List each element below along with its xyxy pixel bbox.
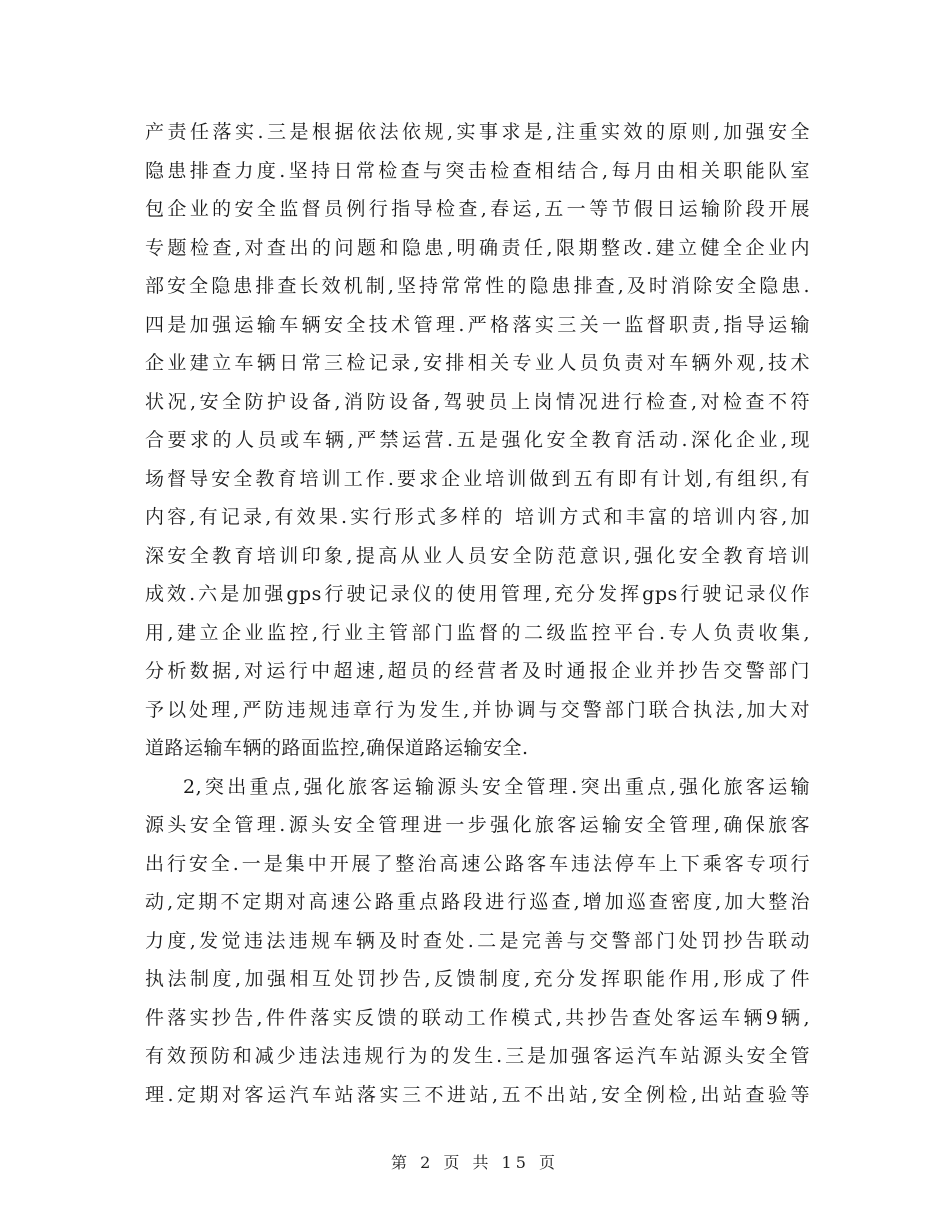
text-line: 企业建立车辆日常三检记录,安排相关专业人员负责对车辆外观,技术 [145,352,810,374]
text-line: 件落实抄告,件件落实反馈的联动工作模式,共抄告查处客运车辆9辆, [145,1006,810,1029]
document-body [145,113,810,1114]
text-line: 2,突出重点,强化旅客运输源头安全管理.突出重点,强化旅客运输 [183,775,810,798]
text-line: 理.定期对客运汽车站落实三不进站,五不出站,安全例检,出站查验等 [145,1083,810,1106]
text-line: 分析数据,对运行中超速,超员的经营者及时通报企业并抄告交警部门 [145,660,810,682]
text-line: 场督导安全教育培训工作.要求企业培训做到五有即有计划,有组织,有 [145,467,810,490]
text-line: 包企业的安全监督员例行指导检查,春运,五一等节假日运输阶段开展 [145,198,810,220]
text-line: 合要求的人员或车辆,严禁运营.五是强化安全教育活动.深化企业,现 [145,429,810,451]
text-line: 四是加强运输车辆安全技术管理.严格落实三关一监督职责,指导运输 [145,313,810,336]
text-line: 动,定期不定期对高速公路重点路段进行巡查,增加巡查密度,加大整治 [145,891,810,913]
text-line: 出行安全.一是集中开展了整治高速公路客车违法停车上下乘客专项行 [145,852,810,875]
text-line: 有效预防和减少违法违规行为的发生.三是加强客运汽车站源头安全管 [145,1045,810,1067]
text-line: 隐患排查力度.坚持日常检查与突击检查相结合,每月由相关职能队室 [145,159,810,182]
text-line: 成效.六是加强gps行驶记录仪的使用管理,充分发挥gps行驶记录仪作 [145,583,810,605]
text-line: 专题检查,对查出的问题和隐患,明确责任,限期整改.建立健全企业内 [145,236,810,259]
text-line: 用,建立企业监控,行业主管部门监督的二级监控平台.专人负责收集, [145,621,810,644]
text-line: 执法制度,加强相互处罚抄告,反馈制度,充分发挥职能作用,形成了件 [145,968,810,990]
text-line: 予以处理,严防违规违章行为发生,并协调与交警部门联合执法,加大对 [145,698,810,721]
text-line: 力度,发觉违法违规车辆及时查处.二是完善与交警部门处罚抄告联动 [145,929,810,952]
text-line: 内容,有记录,有效果.实行形式多样的 培训方式和丰富的培训内容,加 [145,506,810,528]
page-number-footer: 第 2 页 共 15 页 [391,1153,559,1172]
text-line: 源头安全管理.源头安全管理进一步强化旅客运输安全管理,确保旅客 [145,814,810,836]
text-line: 状况,安全防护设备,消防设备,驾驶员上岗情况进行检查,对检查不符 [145,390,810,413]
text-line: 产责任落实.三是根据依法依规,实事求是,注重实效的原则,加强安全 [145,121,810,143]
text-line: 深安全教育培训印象,提高从业人员安全防范意识,强化安全教育培训 [145,544,810,567]
text-line: 道路运输车辆的路面监控,确保道路运输安全. [145,737,529,759]
text-line: 部安全隐患排查长效机制,坚持常常性的隐患排查,及时消除安全隐患. [145,275,810,297]
